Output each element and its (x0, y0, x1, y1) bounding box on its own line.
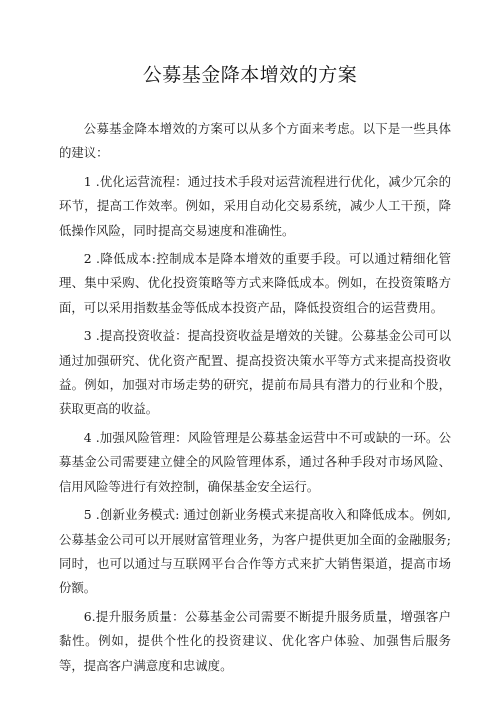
intro-paragraph: 公募基金降本增效的方案可以从多个方面来考虑。以下是一些具体的建议： (59, 121, 451, 161)
document-title: 公募基金降本增效的方案 (142, 64, 358, 86)
paragraph-6-service-quality: 6.提升服务质量：公募基金公司需要不断提升服务质量，增强客户黏性。例如，提供个性化的投资建议、优化客户体验、加强售后服务等，提高客户满意度和忠诚度。 (59, 608, 451, 673)
document-body (59, 117, 451, 682)
paragraph-3-improve-returns: 3 .提高投资收益：提高投资收益是增效的关键。公募基金公司可以通过加强研究、优化资产配置、提高投资决策水平等方式来提高投资收益。例如，加强对市场走势的研究，提前布局具有潜力的行业和个股，获取更高的收益。 (59, 328, 451, 417)
paragraph-2-reduce-costs: 2 .降低成本:控制成本是降本增效的重要手段。可以通过精细化管理、集中采购、优化投资策略等方式来降低成本。例如，在投资策略方面，可以采用指数基金等低成本投资产品，降低投资组合的运营费用。 (59, 251, 451, 315)
paragraph-4-risk-management: 4 .加强风险管理：风险管理是公募基金运营中不可或缺的一环。公募基金公司需要建立健全的风险管理体系，通过各种手段对市场风险、信用风险等进行有效控制，确保基金安全运行。 (59, 429, 451, 494)
paragraph-1-optimize-operations: 1 .优化运营流程：通过技术手段对运营流程进行优化，减少冗余的环节，提高工作效率。例如，采用自动化交易系统，减少人工干预，降低操作风险，同时提高交易速度和准确性。 (59, 173, 451, 238)
paragraph-5-business-innovation: 5 .创新业务模式: 通过创新业务模式来提高收入和降低成本。例如, 公募基金公司可以开展财富管理业务，为客户提供更加全面的金融服务; 同时，也可以通过与互联网平台合作等方式来扩大销售渠道，提高市场份额。 (59, 507, 451, 596)
